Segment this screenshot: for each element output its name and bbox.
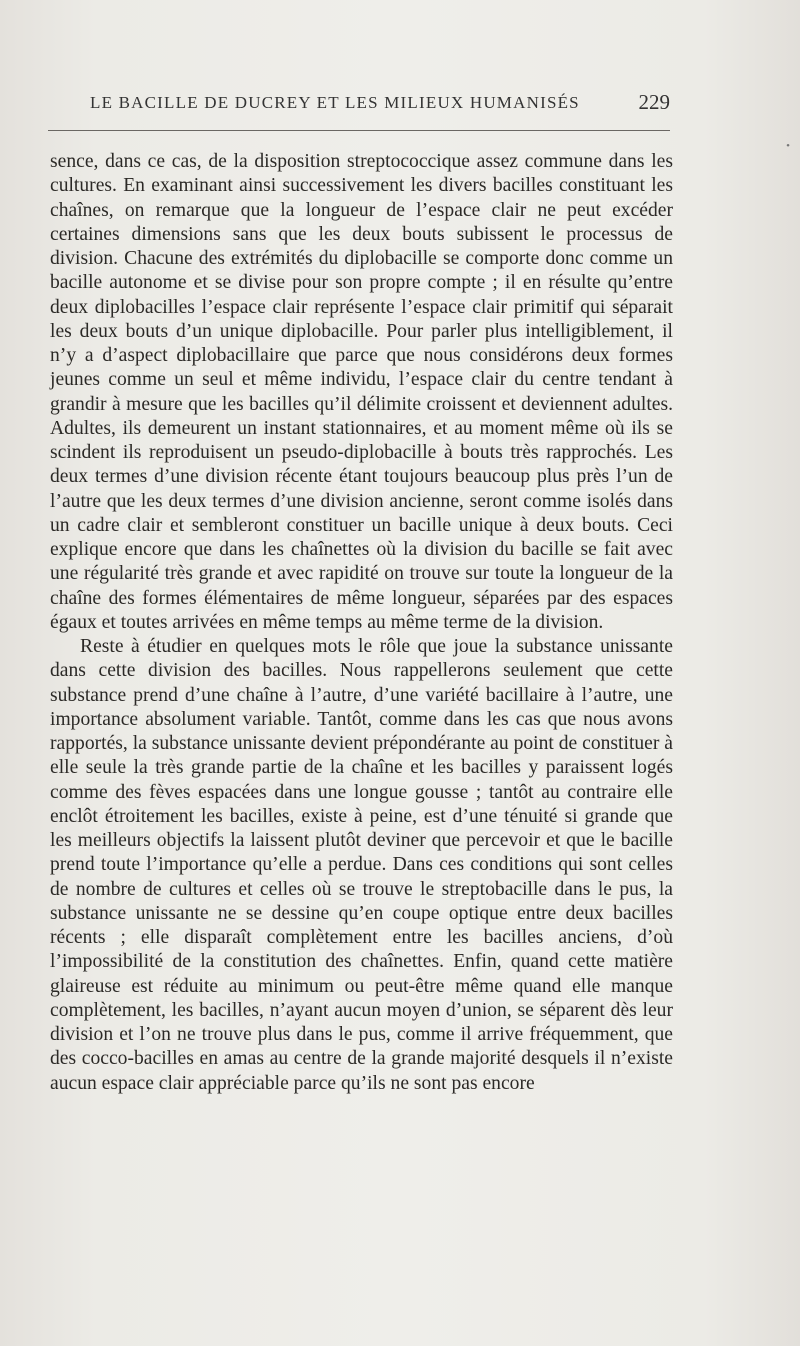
page-number: 229 xyxy=(638,90,670,114)
paragraph-substance-unissante: Reste à étudier en quelques mots le rôle que joue la substance unissante dans cette division des bacilles. Nous rappellerons seulement que cette substance prend d’une chaîne à l’autre, d’une variété bacillaire à l’autre, une importance absolument variable. Tantôt, comme dans les cas que nous avons rapportés, la substance unissante devient prépondérante au point de constituer à elle seule la très grande partie de la chaîne et les bacilles y paraissent logés comme des fèves espacées dans une longue gousse ; tantôt au contraire elle enclôt étroitement les bacilles, existe à peine, est d’une ténuité si grande que les meilleurs objectifs la laissent plutôt deviner que percevoir et que le bacille prend toute l’importance qu’elle a perdue. Dans ces conditions qui sont celles de nombre de cultures et celles où se trouve le streptobacille dans le pus, la substance unissante ne se dessine qu’en coupe optique entre deux bacilles récents ; elle disparaît complètement entre les bacilles anciens, d’où l’impossibilité de la constitution des chaînettes. Enfin, quand cette matière glaireuse est réduite au minimum ou peut-être même quand elle manque complètement, les bacilles, n’ayant aucun moyen d’union, se séparent dès leur division et l’on ne trouve plus dans le pus, comme il arrive fréquemment, que des cocco-bacilles en amas au centre de la grande majorité desquels il n’existe aucun espace clair appréciable parce qu’ils ne sont pas encore xyxy=(50,636,673,1094)
running-title: LE BACILLE DE DUCREY ET LES MILIEUX HUMANISÉS xyxy=(90,93,580,112)
paragraph-continuation: sence, dans ce cas, de la disposition streptococcique assez commune dans les cultures. En examinant ainsi successivement les divers bacilles constituant les chaînes, on remarque que la longueur de l’espace clair ne peut excéder certaines dimensions sans que les deux bouts subissent le processus de division. Chacune des extrémités du diplobacille se comporte donc comme un bacille autonome et se divise pour son propre compte ; il en résulte qu’entre deux diplobacilles l’espace clair représente l’espace clair primitif qui séparait les deux bouts d’un unique diplobacille. Pour parler plus intelligiblement, il n’y a d’aspect diplobacillaire que parce que nous considérons deux formes jeunes comme un seul et même individu, l’espace clair du centre tendant à grandir à mesure que les bacilles qu’il délimite croissent et deviennent adultes. Adultes, ils demeurent un instant stationnaires, et au moment même où ils se scindent ils reproduisent un pseudo-diplobacille à bouts très rapprochés. Les deux termes d’une division récente étant toujours beaucoup plus près l’un de l’autre que les deux termes d’une division ancienne, seront comme isolés dans un cadre clair et sembleront constituer un bacille unique à deux bouts. Ceci explique encore que dans les chaînettes où la division du bacille se fait avec une régularité très grande et avec rapidité on trouve sur toute la longueur de la chaîne des formes élémentaires de même longueur, séparées par des espaces égaux et toutes arrivées en même temps au même terme de la division. xyxy=(50,151,673,633)
header-rule xyxy=(48,130,670,131)
running-head xyxy=(90,90,670,121)
body-text xyxy=(50,150,673,1096)
paper-speck: • xyxy=(786,140,790,152)
